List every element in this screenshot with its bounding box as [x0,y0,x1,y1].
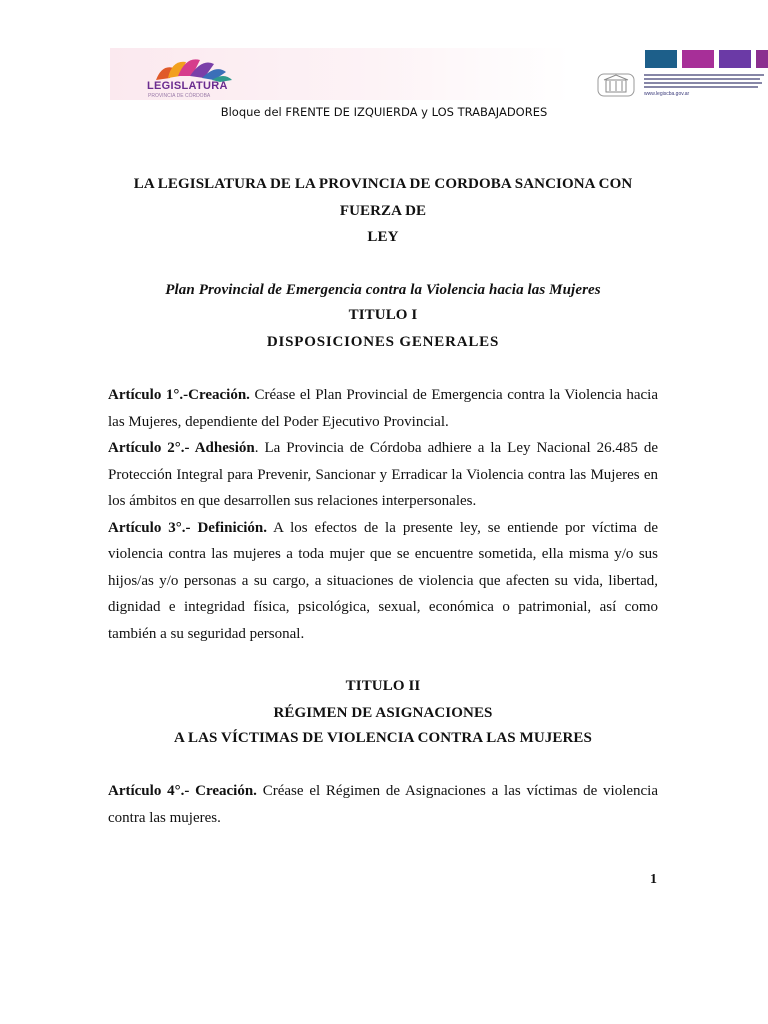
article-4 [108,778,658,831]
color-swatch-blue [645,50,677,68]
color-swatch-purple [719,50,751,68]
page-number: 1 [650,872,657,887]
articles-section-1 [108,382,658,647]
article-2-label: Artículo 2°.- Adhesión [108,440,255,456]
article-3-text: A los efectos de la presente ley, se entiende por víctima de violencia contra las mujeres a toda mujer que se encuentre sometida, ella misma y/o sus hijos/as y/o personas a su cargo, a situaciones de violencia que afecten su vida, libertad, dignidad e integridad física, psicológica, sexual, económica o patrimonial, así como también a su seguridad personal. [108,519,658,642]
article-1 [108,382,658,435]
heading-line-3: LEY [367,229,399,245]
article-1-label: Artículo 1°.-Creación. [108,387,250,403]
bloque-caption: Bloque del FRENTE DE IZQUIERDA y LOS TRABAJADORES [220,105,548,119]
article-2 [108,435,658,515]
article-3 [108,515,658,648]
article-3-label: Artículo 3°.- Definición. [108,519,268,536]
logo-text: LEGISLATURA [147,80,228,92]
color-swatch-magenta [682,50,714,68]
titulo-2-name-line-2: A LAS VÍCTIMAS DE VIOLENCIA CONTRA LAS MUJERES [174,730,592,746]
article-4-label: Artículo 4°.- Creación. [108,783,257,799]
article-1-text: Créase el Plan Provincial de Emergencia contra la Violencia hacia las Mujeres, dependiente del Poder Ejecutivo Provincial. [108,387,658,430]
article-2-text: . La Provincia de Córdoba adhiere a la Ley Nacional 26.485 de Protección Integral para Prevenir, Sancionar y Erradicar la Violencia contra las Mujeres en los ámbitos en que desarrollen sus relaciones interpersonales. [108,440,658,509]
articles-section-2 [108,778,658,831]
heading-line-1: LA LEGISLATURA DE LA PROVINCIA DE CORDOBA SANCIONA CON [133,176,633,192]
legislature-contact-block [644,73,768,97]
titulo-1-label: TITULO I [348,307,418,323]
titulo-2-name-line-1: RÉGIMEN DE ASIGNACIONES [273,705,493,721]
color-swatch-violet [756,50,768,68]
plan-title: Plan Provincial de Emergencia contra la Violencia hacia las Mujeres [165,282,601,298]
logo-subtext: PROVINCIA DE CÓRDOBA [148,93,211,99]
article-4-text: Créase el Régimen de Asignaciones a las víctimas de violencia contra las mujeres. [108,783,659,826]
contact-url[interactable]: www.legiscba.gov.ar [644,91,690,97]
titulo-1-name: DISPOSICIONES GENERALES [266,334,500,350]
logo-rainbow-icon [156,59,232,82]
building-seal-icon [596,72,636,98]
heading-line-2: FUERZA DE [339,203,427,219]
titulo-2-label: TITULO II [345,678,421,694]
